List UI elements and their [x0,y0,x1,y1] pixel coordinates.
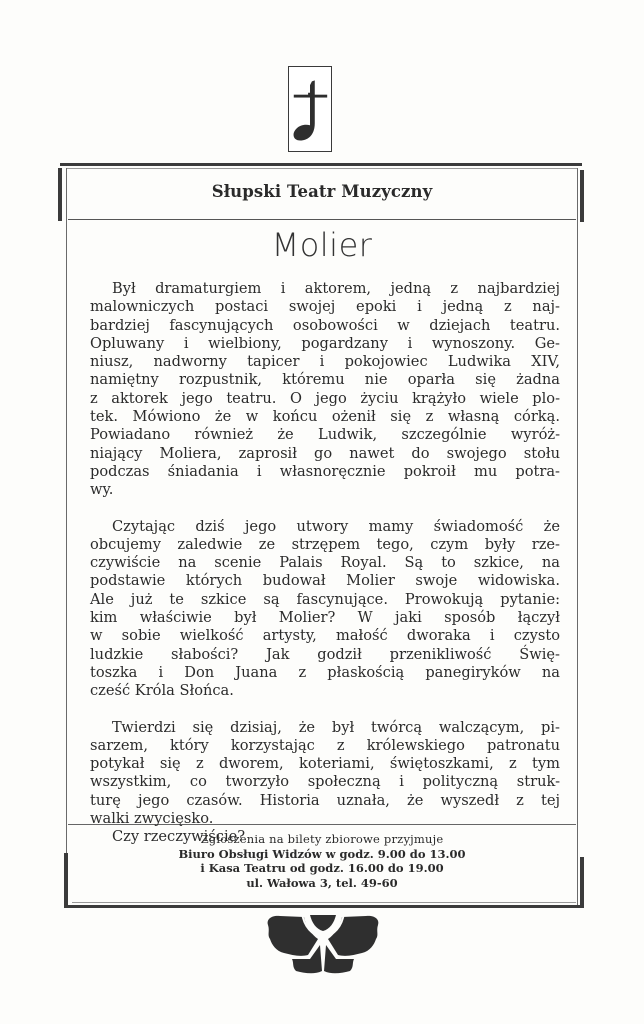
article-line: Twierdzi się dzisiaj, że był twórcą walczącym, pi- [112,718,560,736]
article-line: tek. Mówiono że w końcu ożenił się z własną córką. [90,408,560,426]
frame-corner-bar-bottom-right [580,857,584,907]
frame-left-line [66,168,67,905]
article-line: niający Moliera, zaprosił go nawet do swojego stołu [90,444,560,462]
article-line: namiętny rozpustnik, któremu nie oparła się żadna [90,371,560,389]
article-line: obcujemy zaledwie ze strzępem tego, czym były rze- [90,535,560,553]
theatre-emblem [264,911,382,975]
ticket-office-hours: Biuro Obsługi Widzów w godz. 9.00 do 13.00 [178,846,466,861]
article-line: podstawie których budował Molier swoje widowiska. [90,572,560,590]
article-line: kim właściwie był Molier? W jaki sposób łączył [90,609,560,627]
theatre-emblem-icon [264,911,382,975]
article-line: wy. [90,481,114,499]
ticket-info-line: Zgłoszenia na bilety zbiorowe przyjmuje [200,832,444,846]
frame-corner-bar-top-left [58,168,62,221]
article-line: Powiadano również że Ludwik, szczególnie wyróż- [90,426,560,444]
music-note-t-icon [289,67,331,151]
article-line: bardziej fascynujących osobowości w dziejach teatru. [90,316,560,334]
theatre-logo [288,66,332,152]
theatre-address: ul. Wałowa 3, tel. 49-60 [246,875,398,890]
article-line: malowniczych postaci swojej epoki i jedną z naj- [90,298,560,316]
article-line: cześć Króla Słońca. [90,682,234,700]
box-office-hours: i Kasa Teatru od godz. 16.00 do 19.00 [200,861,444,875]
article-line: ludzkie słabości? Jak godził przenikliwość Świę- [90,645,560,663]
article-paragraph [90,280,560,500]
article-line: toszka i Don Juana z płaskością panegiryków na [90,663,560,681]
theatre-name: Słupski Teatr Muzyczny [211,182,433,201]
page-title: Molier [271,226,373,264]
article-paragraph [90,719,560,829]
article-line: wszystkim, co tworzyło społeczną i polityczną struk- [90,773,560,791]
article-line: Ale już te szkice są fascynujące. Prowokują pytanie: [90,590,560,608]
article-line: potykał się z dworem, koteriami, świętoszkami, z tym [90,755,560,773]
article-line: walki zwycięsko. [90,810,214,828]
article-line: Czy rzeczywiście? [112,828,246,846]
article-line: czywiście na scenie Palais Royal. Są to szkice, na [90,554,560,572]
article-line: sarzem, który korzystając z królewskiego patronatu [90,736,560,754]
ticket-info [66,832,578,890]
article-paragraph [90,518,560,701]
frame-top-rule [60,163,582,166]
article-line: Opluwany i wielbiony, pogardzany i wynoszony. Ge- [90,334,560,352]
article-body [90,280,560,865]
article-line: w sobie wielkość artysty, małość dworaka i czysto [90,627,560,645]
article-line: z aktorek jego teatru. O jego życiu krążyło wiele plo- [90,389,560,407]
article-line: niusz, nadworny tapicer i pokojowiec Ludwika XIV, [90,353,560,371]
header-divider [68,219,576,220]
frame-bottom-rule [64,905,584,908]
frame-right-line [577,168,578,905]
frame-bottom-inner-rule [72,902,576,903]
article-line: Był dramaturgiem i aktorem, jedną z najbardziej [112,280,560,297]
frame-corner-bar-top-right [580,170,584,222]
frame-top-inner-rule [66,168,578,169]
article-line: Czytając dziś jego utwory mamy świadomość że [112,517,560,535]
article-line: turę jego czasów. Historia uznała, że wyszedł z tej [90,791,560,809]
article-line: podczas śniadania i własnoręcznie pokroił mu potra- [90,462,560,480]
